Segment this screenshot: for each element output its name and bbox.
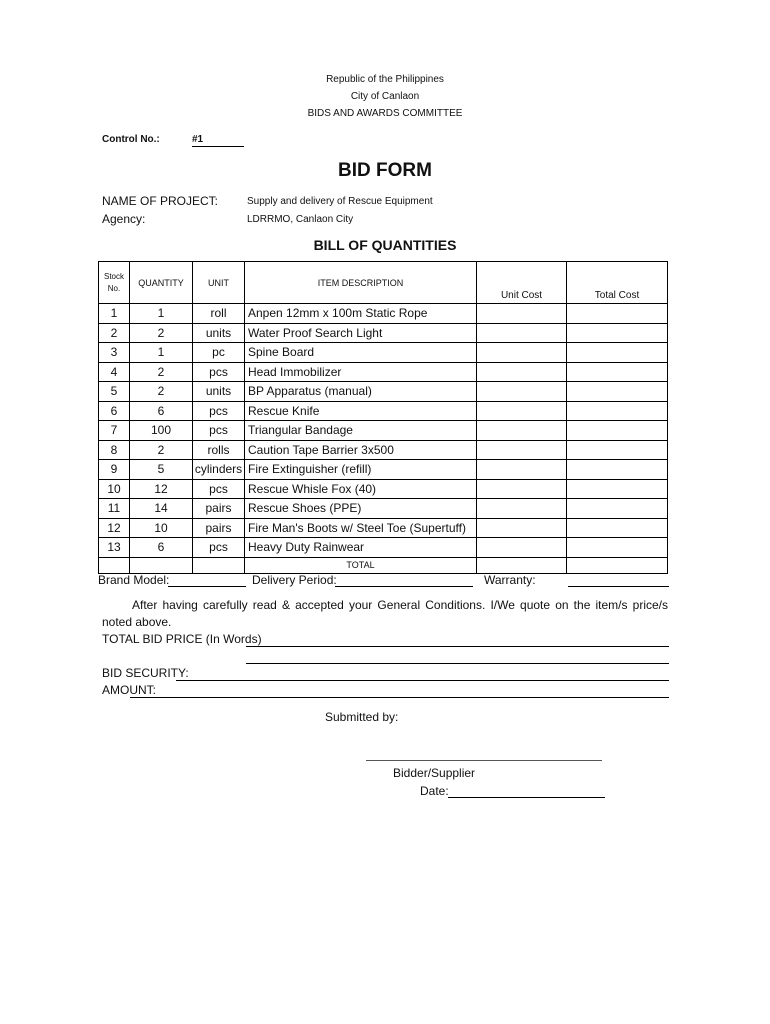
item-description-cell: Fire Man's Boots w/ Steel Toe (Supertuff) <box>245 518 477 538</box>
header-total-cost: Total Cost <box>567 262 668 304</box>
unit-cost-cell <box>477 440 567 460</box>
unit-cost-cell <box>477 538 567 558</box>
quantity-cell: 10 <box>130 518 193 538</box>
date-label: Date: <box>420 784 449 798</box>
date-line <box>448 797 605 798</box>
table-row <box>99 323 668 343</box>
item-description-cell: Rescue Knife <box>245 401 477 421</box>
header-committee: BIDS AND AWARDS COMMITTEE <box>307 108 463 119</box>
warranty-label: Warranty: <box>484 573 536 587</box>
bid-security-line <box>176 680 669 681</box>
unit-cost-cell <box>477 323 567 343</box>
item-description-cell: Anpen 12mm x 100m Static Rope <box>245 304 477 324</box>
stock-no-cell: 12 <box>99 518 130 538</box>
unit-cost-cell <box>477 479 567 499</box>
total-cost-cell <box>567 499 668 519</box>
total-bid-price-line <box>246 646 669 647</box>
total-cell-empty <box>99 557 130 573</box>
control-no-value: #1 <box>192 134 244 147</box>
unit-cost-cell <box>477 421 567 441</box>
stock-no-cell: 2 <box>99 323 130 343</box>
total-cost-cell <box>567 421 668 441</box>
acceptance-statement: After having carefully read & accepted your General Conditions. I/We quote on the item/s price/s noted above. <box>102 598 668 629</box>
warranty-line <box>568 586 669 587</box>
quantity-cell: 6 <box>130 538 193 558</box>
quantity-cell: 5 <box>130 460 193 480</box>
total-cost-cell <box>567 304 668 324</box>
project-name-value: Supply and delivery of Rescue Equipment <box>247 196 433 207</box>
agency-value: LDRRMO, Canlaon City <box>247 214 354 225</box>
stock-no-cell: 7 <box>99 421 130 441</box>
table-row <box>99 362 668 382</box>
quantity-cell: 6 <box>130 401 193 421</box>
amount-label: AMOUNT: <box>102 683 156 697</box>
unit-cell: pcs <box>193 362 245 382</box>
header-unit: UNIT <box>193 262 245 304</box>
unit-cost-cell <box>477 518 567 538</box>
table-row <box>99 421 668 441</box>
unit-cell: pcs <box>193 538 245 558</box>
bill-of-quantities-table <box>98 261 668 574</box>
unit-cell: rolls <box>193 440 245 460</box>
total-cost-cell <box>567 401 668 421</box>
bidder-supplier-label: Bidder/Supplier <box>393 766 476 780</box>
item-description-cell: BP Apparatus (manual) <box>245 382 477 402</box>
table-total-row <box>99 557 668 573</box>
stock-no-cell: 10 <box>99 479 130 499</box>
bid-security-label: BID SECURITY: <box>102 666 189 680</box>
table-row <box>99 304 668 324</box>
table-row <box>99 538 668 558</box>
item-description-cell: Triangular Bandage <box>245 421 477 441</box>
stock-no-cell: 8 <box>99 440 130 460</box>
total-cost-cell <box>567 382 668 402</box>
boq-title: BILL OF QUANTITIES <box>313 237 457 253</box>
quantity-cell: 2 <box>130 323 193 343</box>
total-cost-cell <box>567 440 668 460</box>
stock-no-cell: 4 <box>99 362 130 382</box>
unit-cell: pc <box>193 343 245 363</box>
total-cost-cell <box>567 479 668 499</box>
unit-cost-cell <box>477 304 567 324</box>
total-label: TOTAL <box>245 557 477 573</box>
stock-no-cell: 5 <box>99 382 130 402</box>
header-quantity: QUANTITY <box>130 262 193 304</box>
project-name-label: NAME OF PROJECT: <box>102 194 219 208</box>
table-row <box>99 499 668 519</box>
total-cost-cell <box>567 538 668 558</box>
quantity-cell: 2 <box>130 382 193 402</box>
quantity-cell: 1 <box>130 304 193 324</box>
unit-cost-cell <box>477 499 567 519</box>
item-description-cell: Caution Tape Barrier 3x500 <box>245 440 477 460</box>
table-row <box>99 479 668 499</box>
total-cost-cell <box>567 343 668 363</box>
stock-no-cell: 6 <box>99 401 130 421</box>
header-city: City of Canlaon <box>350 91 420 102</box>
header-unit-cost: Unit Cost <box>477 262 567 304</box>
item-description-cell: Heavy Duty Rainwear <box>245 538 477 558</box>
total-cost-cell <box>567 362 668 382</box>
total-cell-empty <box>193 557 245 573</box>
total-unit-cost-cell <box>477 557 567 573</box>
agency-label: Agency: <box>102 212 146 226</box>
unit-cell: pairs <box>193 499 245 519</box>
brand-model-label: Brand Model: <box>98 573 170 587</box>
form-title: BID FORM <box>338 160 432 181</box>
table-header-row <box>99 262 668 304</box>
table-row <box>99 460 668 480</box>
brand-model-line <box>168 586 246 587</box>
delivery-period-line <box>335 586 473 587</box>
table-row <box>99 343 668 363</box>
unit-cell: pcs <box>193 421 245 441</box>
amount-line <box>130 697 669 698</box>
quantity-cell: 2 <box>130 362 193 382</box>
unit-cost-cell <box>477 343 567 363</box>
unit-cost-cell <box>477 401 567 421</box>
header-item-description: ITEM DESCRIPTION <box>245 262 477 304</box>
table-row <box>99 401 668 421</box>
item-description-cell: Head Immobilizer <box>245 362 477 382</box>
unit-cost-cell <box>477 460 567 480</box>
unit-cell: cylinders <box>193 460 245 480</box>
quantity-cell: 2 <box>130 440 193 460</box>
total-cost-cell <box>567 323 668 343</box>
stock-no-cell: 11 <box>99 499 130 519</box>
quantity-cell: 14 <box>130 499 193 519</box>
unit-cell: units <box>193 323 245 343</box>
total-cell-empty <box>130 557 193 573</box>
item-description-cell: Rescue Whisle Fox (40) <box>245 479 477 499</box>
unit-cell: pairs <box>193 518 245 538</box>
table-row <box>99 440 668 460</box>
unit-cost-cell <box>477 382 567 402</box>
stock-no-cell: 3 <box>99 343 130 363</box>
unit-cost-cell <box>477 362 567 382</box>
table-row <box>99 518 668 538</box>
quantity-cell: 100 <box>130 421 193 441</box>
header-stock-no: Stock No. <box>99 262 130 304</box>
unit-cell: units <box>193 382 245 402</box>
item-description-cell: Fire Extinguisher (refill) <box>245 460 477 480</box>
unit-cell: pcs <box>193 401 245 421</box>
total-cost-cell <box>567 518 668 538</box>
signature-line <box>366 760 602 761</box>
total-cost-cell <box>567 460 668 480</box>
item-description-cell: Spine Board <box>245 343 477 363</box>
control-no-label: Control No.: <box>102 134 160 145</box>
stock-no-cell: 9 <box>99 460 130 480</box>
unit-cell: roll <box>193 304 245 324</box>
quantity-cell: 12 <box>130 479 193 499</box>
stock-no-cell: 13 <box>99 538 130 558</box>
unit-cell: pcs <box>193 479 245 499</box>
total-cost-cell <box>567 557 668 573</box>
stock-no-cell: 1 <box>99 304 130 324</box>
quantity-cell: 1 <box>130 343 193 363</box>
submitted-by-label: Submitted by: <box>325 710 399 724</box>
item-description-cell: Rescue Shoes (PPE) <box>245 499 477 519</box>
delivery-period-label: Delivery Period: <box>252 573 337 587</box>
item-description-cell: Water Proof Search Light <box>245 323 477 343</box>
table-row <box>99 382 668 402</box>
total-bid-price-line-2 <box>246 663 669 664</box>
header-republic: Republic of the Philippines <box>326 74 444 85</box>
total-bid-price-label: TOTAL BID PRICE (In Words) <box>102 632 262 646</box>
